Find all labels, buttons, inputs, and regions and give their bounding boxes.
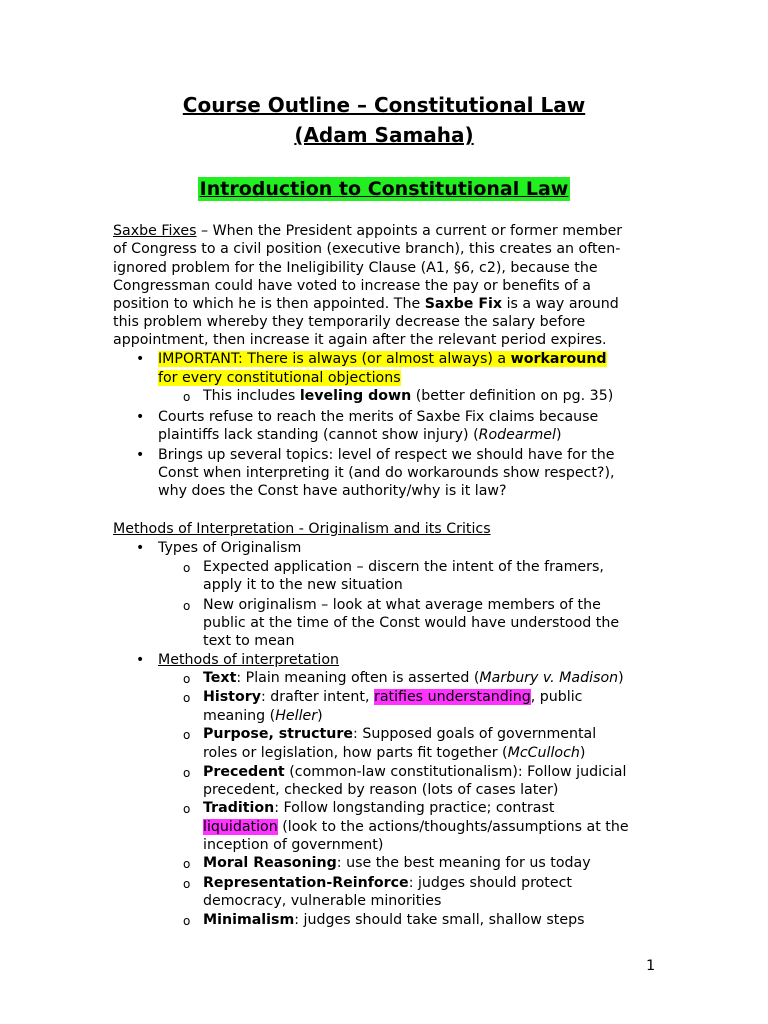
- new-orig-line-2: public at the time of the Const would have understood the: [203, 615, 620, 631]
- saxbe-line-5: [113, 295, 619, 314]
- new-orig-line-3: text to mean: [203, 633, 295, 649]
- page-title-line-1: Course Outline – Constitutional Law: [182, 93, 586, 117]
- workaround-term: workaround: [510, 351, 607, 367]
- standing-line-1: Courts refuse to reach the merits of Saxbe Fix claims because: [158, 409, 599, 425]
- moral-term: Moral Reasoning: [203, 855, 337, 871]
- method-precedent: [203, 763, 626, 782]
- method-purpose-line-2: [203, 744, 585, 763]
- bullet-glyph: •: [136, 540, 145, 556]
- method-history: [203, 688, 582, 707]
- sub-bullet-glyph: o: [183, 599, 191, 613]
- text-end: ): [618, 670, 624, 686]
- liquidation-highlight: liquidation: [203, 819, 278, 835]
- topics-line-3: why does the Const have authority/why is it law?: [158, 483, 507, 499]
- sub-bullet-glyph: o: [183, 766, 191, 780]
- page-number: 1: [646, 958, 656, 974]
- sub-bullet-glyph: o: [183, 672, 191, 686]
- method-moral: [203, 854, 591, 873]
- leveling-down-line: [203, 387, 613, 406]
- bullet-glyph: •: [136, 652, 145, 668]
- text-desc: : Plain meaning often is asserted (: [236, 670, 480, 686]
- sub1-pre: This includes: [203, 388, 300, 404]
- minimalism-term: Minimalism: [203, 912, 295, 928]
- important-text: IMPORTANT: There is always (or almost always) a: [158, 351, 511, 367]
- leveling-down-term: leveling down: [299, 388, 412, 404]
- methods-heading: Methods of Interpretation - Originalism and its Critics: [113, 521, 491, 537]
- methods-of-interpretation: Methods of interpretation: [158, 652, 340, 668]
- method-history-line-2: [203, 707, 323, 726]
- purpose-term: Purpose, structure: [203, 726, 354, 742]
- saxbe-line-1: [113, 222, 622, 241]
- sub1-post: (better definition on pg. 35): [411, 388, 614, 404]
- sub-bullet-glyph: o: [183, 561, 191, 575]
- bullet-glyph: •: [136, 447, 145, 463]
- saxbe-heading: Saxbe Fixes: [113, 223, 197, 239]
- method-purpose: [203, 725, 596, 744]
- new-orig-line-1: New originalism – look at what average members of the: [203, 597, 601, 613]
- sub-bullet-glyph: o: [183, 914, 191, 928]
- saxbe-line-4: Congressman could have voted to increase the pay or benefits of a: [113, 278, 591, 294]
- case-marbury: Marbury v. Madison: [479, 670, 619, 686]
- history-end: , public: [530, 689, 583, 705]
- purpose-l2-pre: roles or legislation, how parts fit together (: [203, 745, 508, 761]
- purpose-desc: : Supposed goals of governmental: [353, 726, 597, 742]
- saxbe-l5-post: is a way around: [502, 296, 619, 312]
- standing-line-2: [158, 426, 561, 445]
- history-l2-post: ): [317, 708, 323, 724]
- standing-post: ): [555, 427, 562, 443]
- standing-pre: plaintiffs lack standing (cannot show injury) (: [158, 427, 479, 443]
- ratifies-understanding-highlight: ratifies understanding: [373, 689, 531, 705]
- representation-term: Representation-Reinforce: [203, 875, 409, 891]
- important-text-2: for every constitutional objections: [158, 370, 401, 386]
- case-mcculloch: McCulloch: [507, 745, 580, 761]
- expected-line-1: Expected application – discern the intent of the framers,: [203, 559, 604, 575]
- saxbe-line-7: appointment, then increase it again after the relevant period expires.: [113, 332, 607, 348]
- sub-bullet-glyph: o: [183, 877, 191, 891]
- sub-bullet-glyph: o: [183, 390, 191, 404]
- section-title-text: Introduction to Constitutional Law: [199, 178, 569, 200]
- history-l2-pre: meaning (: [203, 708, 276, 724]
- method-tradition-line-2: [203, 818, 629, 837]
- method-precedent-line-2: precedent, checked by reason (lots of cases later): [203, 782, 559, 798]
- sub-bullet-glyph: o: [183, 857, 191, 871]
- precedent-term: Precedent: [203, 764, 285, 780]
- section-title: [0, 178, 768, 200]
- tradition-term: Tradition: [203, 800, 275, 816]
- expected-line-2: apply it to the new situation: [203, 577, 403, 593]
- sub-bullet-glyph: o: [183, 728, 191, 742]
- history-term: History: [203, 689, 261, 705]
- method-tradition: [203, 799, 554, 818]
- moral-desc: : use the best meaning for us today: [336, 855, 591, 871]
- important-line-1: [158, 350, 607, 369]
- saxbe-line-2: of Congress to a civil position (executive branch), this creates an often-: [113, 241, 621, 257]
- bullet-glyph: •: [136, 409, 145, 425]
- method-representation: [203, 874, 572, 893]
- important-line-2: [158, 369, 401, 388]
- saxbe-l5-pre: position to which he is then appointed. The: [113, 296, 425, 312]
- topics-line-1: Brings up several topics: level of respect we should have for the: [158, 447, 615, 463]
- representation-desc: : judges should protect: [408, 875, 572, 891]
- precedent-desc: (common-law constitutionalism): Follow judicial: [284, 764, 627, 780]
- tradition-l2-rest: (look to the actions/thoughts/assumptions at the: [277, 819, 629, 835]
- topics-line-2: Const when interpreting it (and do workarounds show respect?),: [158, 465, 615, 481]
- sub-bullet-glyph: o: [183, 802, 191, 816]
- bullet-glyph: •: [136, 351, 145, 367]
- text-term: Text: [203, 670, 237, 686]
- tradition-desc: : Follow longstanding practice; contrast: [274, 800, 555, 816]
- sub-bullet-glyph: o: [183, 691, 191, 705]
- method-minimalism: [203, 911, 585, 930]
- saxbe-line-3: ignored problem for the Ineligibility Clause (A1, §6, c2), because the: [113, 260, 598, 276]
- method-representation-line-2: democracy, vulnerable minorities: [203, 893, 442, 909]
- minimalism-desc: : judges should take small, shallow steps: [294, 912, 585, 928]
- purpose-l2-post: ): [579, 745, 586, 761]
- saxbe-line-6: this problem whereby they temporarily decrease the salary before: [113, 314, 586, 330]
- page-title-line-2: (Adam Samaha): [294, 123, 474, 147]
- history-desc: : drafter intent,: [260, 689, 374, 705]
- saxbe-fix-term: Saxbe Fix: [424, 296, 503, 312]
- saxbe-l1-text: – When the President appoints a current or former member: [196, 223, 623, 239]
- case-heller: Heller: [275, 708, 318, 724]
- types-of-originalism: Types of Originalism: [158, 540, 302, 556]
- case-rodearmel: Rodearmel: [478, 427, 556, 443]
- method-text: [203, 669, 624, 688]
- method-tradition-line-3: inception of government): [203, 837, 384, 853]
